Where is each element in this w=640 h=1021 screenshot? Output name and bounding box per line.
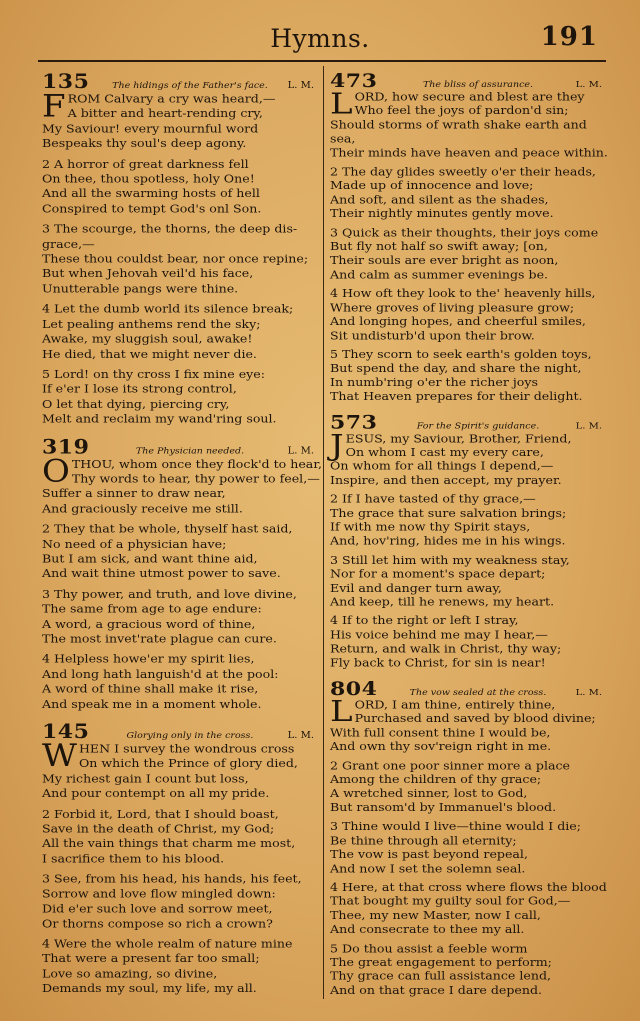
verse-line: 4 If to the right or left I stray, [330, 614, 519, 628]
hymn-804 [330, 677, 607, 998]
verse-line: Save in the death of Christ, my God; [42, 821, 275, 836]
stanza-1 [42, 88, 314, 152]
hymn-heading [330, 70, 602, 93]
verse-line: 5 They scorn to seek earth's golden toys, [330, 347, 592, 361]
verse-line: 3 See, from his head, his hands, his feet, [42, 871, 302, 886]
verse-line: Thee, my new Master, now I call, [330, 908, 541, 922]
drop-capital: L [330, 694, 353, 729]
verse-line: My Saviour! every mournful word [42, 121, 259, 136]
stanza-2 [330, 759, 602, 815]
verse-line: All the vain things that charm me most, [42, 836, 296, 851]
verse-line: In numb'ring o'er the richer joys [330, 375, 538, 389]
verse-line: His voice behind me may I hear,— [330, 628, 548, 642]
verse-line: The same from age to age endure: [42, 601, 262, 616]
stanza-4 [42, 652, 314, 712]
verse-line: 5 Do thou assist a feeble worm [330, 941, 528, 955]
verse-line: And consecrate to thee my all. [330, 922, 525, 936]
verse-line: And calm as summer evenings be. [330, 267, 549, 281]
verse-line: 3 Thine would I live—thine would I die; [330, 819, 581, 833]
stanza-1 [42, 453, 322, 517]
hymn-subtitle: The hidings of the Father's face. [112, 80, 268, 91]
page-header [0, 22, 640, 62]
verse-line: The most invet'rate plague can cure. [42, 631, 277, 646]
hymn-573 [330, 411, 602, 670]
verse-line: ORD, I am thine, entirely thine, [354, 698, 556, 711]
verse-line: THOU, whom once they flock'd to hear, [71, 456, 322, 471]
stanza-4 [330, 880, 607, 937]
verse-line: 3 Quick as their thoughts, their joys come [330, 226, 599, 239]
page-number: 191 [540, 22, 598, 52]
hymn-subtitle: Glorying only in the cross. [126, 730, 254, 741]
verse-line: And graciously receive me still. [42, 501, 243, 515]
verse-line: 3 The scourge, the thorns, the deep dis- [42, 221, 298, 236]
stanza-1 [330, 87, 608, 160]
verse-line: 4 Let the dumb world its silence break; [42, 301, 294, 316]
verse-line: And pour contempt on all my pride. [42, 786, 270, 800]
stanza-2 [42, 157, 314, 217]
verse-line: And on that grace I dare depend. [330, 983, 543, 997]
hymn-meter: L. M. [287, 730, 314, 741]
verse-line: 2 The day glides sweetly o'er their heads, [330, 165, 596, 178]
verse-line: And soft, and silent as the shades, [330, 193, 549, 206]
verse-line: And keep, till he renews, my heart. [330, 595, 555, 609]
hymn-heading [330, 411, 602, 434]
verse-line: Where groves of living pleasure grow; [330, 300, 575, 314]
verse-line: And, hov'ring, hides me in his wings. [330, 534, 566, 548]
stanza-2 [330, 493, 602, 549]
verse-line: Their minds have heaven and peace within. [330, 146, 608, 159]
verse-line: 2 They that be whole, thyself hast said, [42, 521, 293, 536]
header-rule [38, 60, 606, 62]
verse-line: But when Jehovah veil'd his face, [42, 266, 254, 281]
hymn-heading [330, 678, 602, 698]
verse-line: I sacrifice them to his blood. [42, 851, 225, 865]
hymn-subtitle: The bliss of assurance. [422, 80, 534, 90]
verse-line: These thou couldst bear, nor once repine; [42, 251, 309, 266]
stanza-2 [42, 522, 314, 582]
verse-line: 5 Lord! on thy cross I fix mine eye: [42, 367, 265, 381]
verse-line: Should storms of wrath shake earth and [330, 118, 587, 132]
stanza-3 [330, 820, 602, 876]
stanza-4 [330, 287, 602, 343]
verse-line: Made up of innocence and love; [330, 179, 534, 192]
hymn-meter: L. M. [575, 421, 602, 431]
hymn-heading [42, 720, 314, 742]
verse-line: And own thy sov'reign right in me. [330, 740, 552, 753]
verse-line: Sorrow and love flow mingled down: [42, 886, 276, 901]
verse-line: And all the swarming hosts of hell [42, 186, 260, 201]
verse-line: With full consent thine I would be, [330, 726, 551, 739]
hymn-heading [42, 70, 314, 92]
stanza-1 [330, 428, 602, 488]
verse-line: Sit undisturb'd upon their brow. [330, 328, 535, 342]
hymn-number: 145 [42, 719, 90, 744]
verse-line: A bitter and heart-rending cry, [67, 106, 263, 121]
verse-line: Awake, my sluggish soul, awake! [42, 331, 253, 346]
verse-line: Suffer a sinner to draw near, [42, 486, 226, 501]
verse-line: Bespeaks thy soul's deep agony. [42, 136, 247, 151]
verse-line: But fly not half so swift away; [on, [330, 240, 548, 253]
stanza-4 [42, 937, 314, 997]
verse-line: That were a present far too small; [42, 951, 260, 966]
hymn-number: 319 [42, 434, 90, 459]
right-column [330, 70, 608, 1005]
verse-line: 3 Still let him with my weakness stay, [330, 553, 570, 567]
verse-line: Thy words to hear, thy power to feel,— [71, 471, 320, 486]
stanza-5 [330, 942, 602, 998]
verse-line: 3 Thy power, and truth, and love divine, [42, 586, 297, 601]
verse-line: And now I set the solemn seal. [330, 861, 526, 875]
verse-line: 2 A horror of great darkness fell [42, 156, 249, 171]
verse-line: Melt and reclaim my wand'ring soul. [42, 411, 277, 426]
stanza-5 [330, 348, 602, 404]
left-column [42, 70, 322, 1005]
drop-capital: F [42, 88, 66, 125]
verse-line: But ransom'd by Immanuel's blood. [330, 800, 557, 814]
verse-line: ESUS, my Saviour, Brother, Friend, [345, 431, 572, 445]
stanza-3 [330, 226, 602, 282]
verse-line: Unutterable pangs were thine. [42, 281, 239, 296]
verse-line: Inspire, and then accept, my prayer. [330, 473, 562, 487]
hymn-473 [330, 70, 608, 404]
stanza-2 [330, 165, 602, 221]
verse-line: And long hath languish'd at the pool: [42, 666, 279, 681]
column-divider [323, 66, 324, 999]
verse-line: He died, that we might never die. [42, 346, 257, 361]
drop-capital: O [42, 453, 70, 490]
hymn-subtitle: The vow sealed at the cross. [409, 687, 547, 698]
verse-line: Conspired to tempt God's onl Son. [42, 201, 262, 216]
stanza-3 [42, 872, 314, 932]
verse-line: And speak me in a moment whole. [42, 696, 262, 711]
drop-capital: W [42, 737, 77, 775]
verse-line: Who feel the joys of pardon'd sin; [354, 104, 569, 118]
verse-line: sea, [330, 132, 356, 145]
drop-capital: J [330, 428, 344, 463]
hymn-subtitle: For the Spirit's guidance. [416, 421, 540, 431]
verse-line: If with me now thy Spirit stays, [330, 520, 531, 534]
verse-line: Fly back to Christ, for sin is near! [330, 656, 546, 669]
verse-line: And wait thine utmost power to save. [42, 566, 281, 581]
verse-line: Evil and danger turn away, [330, 581, 502, 595]
stanza-4 [42, 302, 314, 362]
stanza-1 [330, 694, 602, 754]
verse-line: On whom for all things I depend,— [330, 459, 554, 473]
verse-line: Purchased and saved by blood divine; [354, 712, 596, 725]
verse-line: And longing hopes, and cheerful smiles, [330, 314, 586, 328]
hymn-145 [42, 720, 314, 997]
verse-line: Among the children of thy grace; [330, 773, 542, 786]
hymn-number: 473 [330, 70, 378, 93]
hymn-meter: L. M. [287, 445, 314, 456]
verse-line: My richest gain I count but loss, [42, 771, 249, 785]
verse-line: Love so amazing, so divine, [42, 966, 218, 981]
verse-line: grace,— [42, 236, 95, 251]
verse-line: Thy grace can full assistance lend, [330, 969, 552, 983]
verse-line: Let pealing anthems rend the sky; [42, 316, 261, 331]
hymn-319 [42, 434, 322, 712]
hymn-heading [42, 435, 314, 457]
verse-line: The grace that sure salvation brings; [330, 506, 567, 520]
verse-line: Did e'er such love and sorrow meet, [42, 901, 273, 916]
stanza-3 [42, 587, 314, 647]
verse-line: 2 Forbid it, Lord, that I should boast, [42, 806, 279, 821]
verse-line: Return, and walk in Christ, thy way; [330, 642, 562, 655]
verse-line: On whom I cast my every care, [345, 445, 544, 459]
verse-line: On thee, thou spotless, holy One! [42, 171, 255, 186]
hymn-135 [42, 70, 314, 427]
verse-line: Be thine through all eternity; [330, 833, 517, 847]
verse-line: A word, a gracious word of thine, [42, 616, 256, 631]
verse-line: 4 Here, at that cross where flows the blood [330, 880, 607, 894]
verse-line: 2 If I have tasted of thy grace,— [330, 492, 536, 506]
verse-line: 2 Grant one poor sinner more a place [330, 759, 570, 772]
verse-line: That bought my guilty soul for God,— [330, 894, 571, 908]
verse-line: Nor for a moment's space depart; [330, 567, 546, 581]
verse-line: HEN I survey the wondrous cross [78, 741, 295, 756]
verse-line: But spend the day, and share the night, [330, 361, 582, 375]
verse-line: On which the Prince of glory died, [78, 756, 298, 771]
verse-line: If e'er I lose its strong control, [42, 381, 237, 396]
hymn-number: 573 [330, 411, 378, 434]
running-title: Hymns. [270, 24, 370, 53]
verse-line: Demands my soul, my life, my all. [42, 981, 257, 996]
verse-line: O let that dying, piercing cry, [42, 396, 230, 411]
stanza-3 [42, 222, 314, 297]
verse-line: But I am sick, and want thine aid, [42, 551, 258, 566]
hymn-meter: L. M. [575, 687, 602, 698]
verse-line: ORD, how secure and blest are they [354, 90, 585, 104]
verse-line: Their souls are ever bright as noon, [330, 253, 559, 267]
verse-line: A wretched sinner, lost to God, [330, 786, 528, 800]
stanza-1 [42, 737, 314, 801]
stanza-4 [330, 614, 602, 670]
verse-line: 4 How oft they look to the' heavenly hills, [330, 286, 596, 300]
verse-line: That Heaven prepares for their delight. [330, 389, 583, 403]
verse-line: 4 Were the whole realm of nature mine [42, 936, 293, 951]
verse-line: ROM Calvary a cry was heard,— [67, 91, 276, 106]
hymn-meter: L. M. [287, 80, 314, 91]
verse-line: The great engagement to perform; [330, 955, 552, 969]
stanza-2 [42, 807, 314, 867]
verse-line: No need of a physician have; [42, 536, 227, 551]
verse-line: Or thorns compose so rich a crown? [42, 916, 273, 930]
stanza-3 [330, 553, 602, 609]
hymn-meter: L. M. [575, 80, 602, 90]
drop-capital: L [330, 87, 353, 121]
hymn-number: 135 [42, 70, 90, 94]
hymn-number: 804 [330, 677, 378, 700]
stanza-5 [42, 367, 314, 427]
verse-line: 4 Helpless howe'er my spirit lies, [42, 651, 255, 666]
hymn-subtitle: The Physician needed. [135, 445, 245, 456]
verse-line: Their nightly minutes gently move. [330, 207, 554, 220]
verse-line: The vow is past beyond repeal, [330, 847, 528, 861]
verse-line: A word of thine shall make it rise, [42, 681, 259, 696]
